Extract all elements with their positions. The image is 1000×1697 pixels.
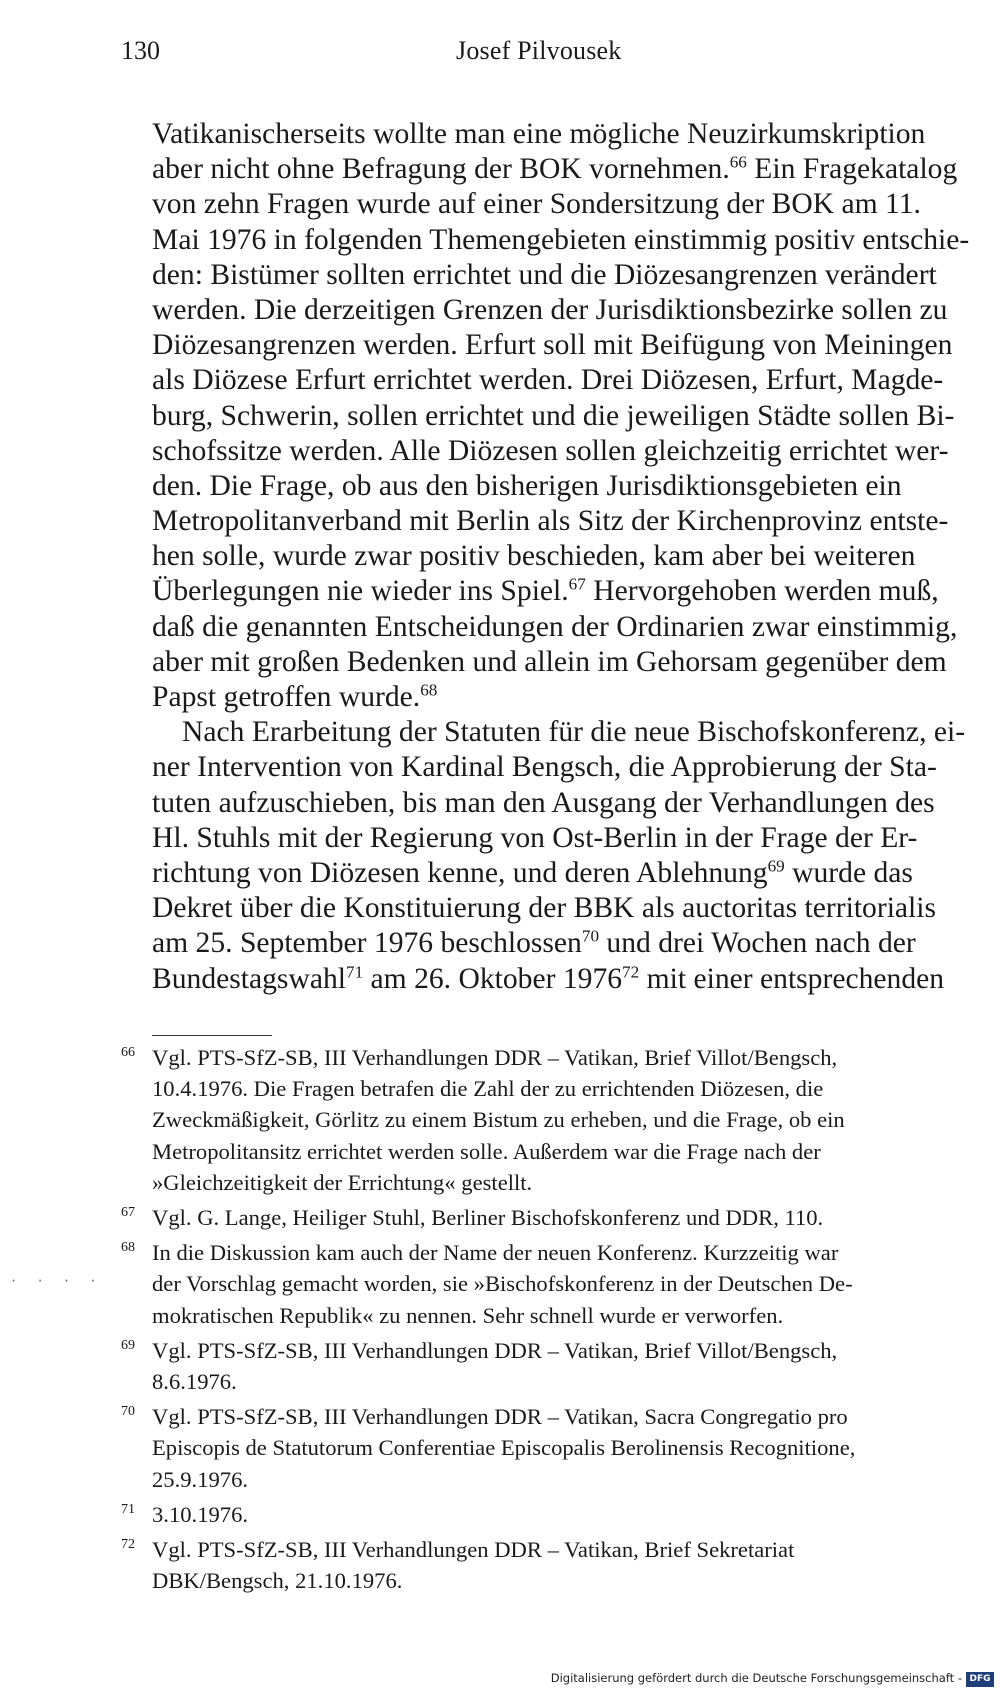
body-line: Überlegungen nie wieder ins Spiel.$^{67}$ Hervorgehoben werden muß, [152, 574, 939, 608]
footnote-line: 8.6.1976. [152, 1369, 237, 1395]
body-line: Bundestagswahl$^{71}$ am 26. Oktober 1976$^{72}$ mit einer entsprechenden [152, 961, 945, 995]
footnote-line: Vgl. PTS-SfZ-SB, III Verhandlungen DDR – Vatikan, Brief Villot/Bengsch, [152, 1337, 838, 1363]
footnote-ref[interactable]: 70 [581, 926, 600, 946]
body-line: ner Intervention von Kardinal Bengsch, die Approbierung der Sta- [152, 751, 937, 784]
scan-margin-marks: · · · · [10, 1274, 103, 1288]
footnote-line: Vgl. PTS-SfZ-SB, III Verhandlungen DDR – Vatikan, Brief Sekretariat [152, 1537, 795, 1563]
footnote-line: DBK/Bengsch, 21.10.1976. [152, 1568, 403, 1594]
footnote-number: 72 [121, 1537, 135, 1553]
body-line: als Diözese Erfurt errichtet werden. Drei Diözesen, Erfurt, Magde- [152, 364, 944, 397]
footnote-line: Vgl. PTS-SfZ-SB, III Verhandlungen DDR – Vatikan, Brief Villot/Bengsch, [152, 1045, 838, 1070]
footnote-line: »Gleichzeitigkeit der Errichtung« gestellt. [152, 1169, 533, 1195]
footnote-number: 69 [121, 1337, 135, 1353]
body-line: daß die genannten Entscheidungen der Ordinarien zwar einstimmig, [152, 610, 958, 643]
footnote-line: 25.9.1976. [152, 1466, 249, 1492]
footnote [121, 1202, 951, 1233]
footnote-number: 71 [121, 1501, 135, 1517]
body-line: Metropolitanverband mit Berlin als Sitz der Kirchenprovinz entste- [152, 505, 949, 538]
body-line: aber nicht ohne Befragung der BOK vornehmen.$^{66}$ Ein Fragekatalog [152, 152, 958, 186]
footnote-line: mokratischen Republik« zu nennen. Sehr schnell wurde er verworfen. [152, 1302, 784, 1328]
body-line: Mai 1976 in folgenden Themengebieten einstimmig positiv entschie- [152, 223, 970, 256]
footnote-number: 67 [121, 1205, 135, 1221]
footnote-number: 66 [121, 1045, 135, 1060]
body-line: von zehn Fragen wurde auf einer Sondersitzung der BOK am 11. [152, 188, 921, 221]
footnote-number: 68 [121, 1240, 135, 1256]
footnote [121, 1401, 951, 1495]
body-line: aber mit großen Bedenken und allein im Gehorsam gegenüber dem [152, 645, 947, 678]
footnote-ref[interactable]: 69 [767, 856, 785, 876]
body-line: Dekret über die Konstituierung der BBK als auctoritas territorialis [152, 892, 937, 925]
footnote [121, 1499, 951, 1530]
footnote [121, 1042, 951, 1198]
body-line: tuten aufzuschieben, bis man den Ausgang der Verhandlungen des [152, 786, 935, 819]
footnotes [121, 1042, 951, 1600]
footnote [121, 1335, 951, 1397]
body-line: schofssitze werden. Alle Diözesen sollen gleichzeitig errichtet wer- [152, 434, 949, 467]
body-line: hen solle, wurde zwar positiv beschieden, kam aber bei weiteren [152, 540, 916, 573]
footnote-ref[interactable]: 72 [622, 961, 640, 981]
body-line: den: Bistümer sollten errichtet und die Diözesangrenzen verändert [152, 258, 937, 291]
footnote-divider [152, 1035, 272, 1036]
footnote [121, 1237, 951, 1331]
footnote-line: Zweckmäßigkeit, Görlitz zu einem Bistum zu erheben, und die Frage, ob ein [152, 1107, 845, 1133]
footnote-number: 70 [121, 1404, 135, 1420]
footnote-line: 3.10.1976. [152, 1501, 249, 1527]
body-line: Diözesangrenzen werden. Erfurt soll mit Beifügung von Meiningen [152, 329, 953, 362]
footnote-line: In die Diskussion kam auch der Name der neuen Konferenz. Kurzzeitig war [152, 1240, 839, 1266]
footnote [121, 1534, 951, 1596]
footnote-line: Metropolitansitz errichtet werden solle. Außerdem war die Frage nach der [152, 1138, 821, 1164]
body-line: Nach Erarbeitung der Statuten für die neue Bischofskonferenz, ei- [182, 716, 966, 749]
footnote-line: Episcopis de Statutorum Conferentiae Episcopalis Berolinensis Recognitione, [152, 1435, 856, 1461]
footnote-ref[interactable]: 68 [420, 680, 438, 700]
footnote-line: 10.4.1976. Die Fragen betrafen die Zahl der zu errichtenden Diözesen, die [152, 1076, 824, 1102]
body-line: Vatikanischerseits wollte man eine mögliche Neuzirkumskription [152, 118, 926, 150]
body-line: den. Die Frage, ob aus den bisherigen Jurisdiktionsgebieten ein [152, 469, 902, 502]
digitization-credit: Digitalisierung gefördert durch die Deutsche Forschungsgemeinschaft - [550, 1671, 962, 1685]
body-line: Papst getroffen wurde.$^{68}$ [152, 680, 438, 713]
body-text [152, 117, 970, 997]
running-head [121, 36, 951, 76]
body-line: richtung von Diözesen kenne, und deren Ablehnung$^{69}$ wurde das [152, 856, 913, 889]
footnote-ref[interactable]: 66 [729, 152, 747, 172]
running-title: Josef Pilvousek [456, 36, 622, 65]
dfg-logo: DFG [966, 1672, 994, 1687]
body-line: Hl. Stuhls mit der Regierung von Ost-Berlin in der Frage der Er- [152, 821, 918, 854]
body-line: am 25. September 1976 beschlossen$^{70}$ und drei Wochen nach der [152, 926, 916, 960]
body-line: burg, Schwerin, sollen errichtet und die jeweiligen Städte sollen Bi- [152, 399, 955, 432]
footnote-ref[interactable]: 67 [568, 574, 586, 594]
page-number: 130 [121, 36, 160, 65]
footnote-ref[interactable]: 71 [345, 961, 364, 981]
footnote-line: der Vorschlag gemacht worden, sie »Bischofskonferenz in der Deutschen De- [152, 1271, 853, 1297]
footnote-line: Vgl. G. Lange, Heiliger Stuhl, Berliner Bischofskonferenz und DDR, 110. [152, 1205, 824, 1231]
body-line: werden. Die derzeitigen Grenzen der Jurisdiktionsbezirke sollen zu [152, 293, 948, 326]
footnote-line: Vgl. PTS-SfZ-SB, III Verhandlungen DDR – Vatikan, Sacra Congregatio pro [152, 1404, 848, 1430]
